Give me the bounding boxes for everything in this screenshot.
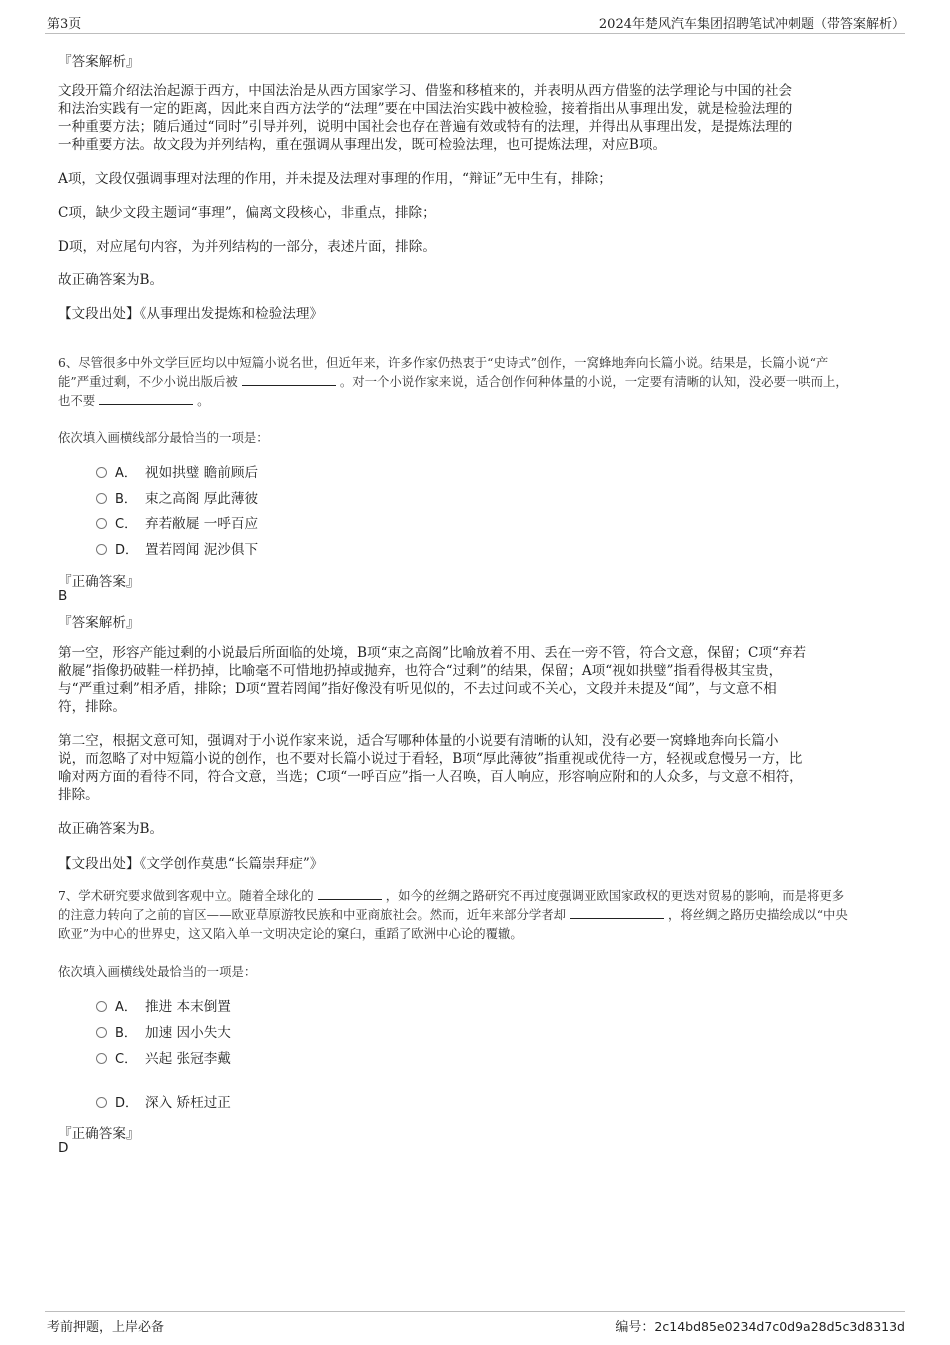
fill-blank (242, 373, 336, 386)
option-d[interactable]: D． 置若罔闻 泥沙俱下 (96, 540, 258, 560)
stem-line: 也不要 。 (58, 393, 210, 408)
radio-icon[interactable] (96, 1053, 107, 1064)
source-title: 《文学创作莫患“长篇崇拜症”》 (139, 856, 324, 872)
text-line: 第一空，形容产能过剩的小说最后所面临的处境，B项“束之高阁”比喻放着不用、丢在一旁不管，符合文意，保留；C项“弃若 (58, 645, 807, 661)
option-a[interactable]: A． 推进 本末倒置 (96, 997, 231, 1017)
option-d[interactable]: D． 深入 矫枉过正 (96, 1093, 231, 1113)
answer-value: B (58, 588, 68, 604)
text-line: 排除。 (58, 787, 99, 803)
question-prompt: 依次填入画横线处最恰当的一项是： (58, 964, 257, 979)
stem-line: 7、学术研究要求做到客观中立。随着全球化的 ，如今的丝绸之路研究不再过度强调亚欧国家政权的更迭对贸易的影响，而是将更多 (58, 888, 845, 903)
radio-icon[interactable] (96, 493, 107, 504)
stem-line: 欧亚”为中心的世界史，这又陷入单一文明决定论的窠臼，重蹈了欧洲中心论的覆辙。 (58, 926, 523, 941)
footer-code (615, 1316, 905, 1335)
option-c[interactable]: C． 兴起 张冠李戴 (96, 1049, 231, 1069)
stem-line: 6、尽管很多中外文学巨匠均以中短篇小说名世，但近年来，许多作家仍热衷于“史诗式”创作，一窝蜂地奔向长篇小说。结果是，长篇小说“产 (58, 355, 829, 370)
radio-icon[interactable] (96, 1097, 107, 1108)
header-rule (45, 33, 905, 34)
radio-icon[interactable] (96, 1027, 107, 1038)
radio-icon[interactable] (96, 544, 107, 555)
page-number: 第3页 (47, 17, 82, 32)
analysis-paragraph (58, 82, 898, 154)
option-a-analysis: A项，文段仅强调事理对法理的作用，并未提及法理对事理的作用，“辩证”无中生有，排除； (58, 171, 612, 187)
source-title: 《从事理出发提炼和检验法理》 (139, 306, 324, 322)
source-label: 【文段出处】 (58, 306, 140, 322)
analysis-paragraph (58, 644, 898, 716)
option-b[interactable]: B． 束之高阁 厚此薄彼 (96, 489, 258, 509)
text-line: 和法治实践有一定的距离，因此来自西方法学的“法理”要在中国法治实践中被检验，接着指出从事理出发，就是检验法理的 (58, 101, 793, 117)
source-line (58, 855, 323, 873)
text-line: 符，排除。 (58, 699, 126, 715)
footer-rule (45, 1311, 905, 1312)
question-stem (58, 886, 908, 943)
radio-icon[interactable] (96, 1001, 107, 1012)
analysis-label: 『答案解析』 (58, 615, 140, 631)
text-line: 一种重要方法。故文段为并列结构，重在强调从事理出发，既可检验法理，也可提炼法理，对应B项。 (58, 137, 667, 153)
code-value: 2c14bd85e0234d7c0d9a28d5c3d8313d (654, 1319, 905, 1334)
question-prompt: 依次填入画横线部分最恰当的一项是： (58, 430, 269, 445)
footer-slogan: 考前押题，上岸必备 (47, 1320, 165, 1335)
text-line: 喻对两方面的看待不同，符合文意，当选；C项“一呼百应”指一人召唤，百人响应，形容响应附和的人众多，与文意不相符， (58, 769, 803, 785)
answer-label: 『正确答案』 (58, 574, 140, 590)
document-title: 2024年楚风汽车集团招聘笔试冲刺题（带答案解析） (598, 17, 905, 32)
fill-blank (570, 906, 664, 919)
fill-blank (99, 392, 193, 405)
radio-icon[interactable] (96, 518, 107, 529)
stem-line: 能”严重过剩，不少小说出版后被 。对一个小说作家来说，适合创作何种体量的小说，一定要有清晰的认知，没必要一哄而上， (58, 374, 848, 389)
text-line: 一种重要方法；随后通过“同时”引导并列，说明中国社会也存在普遍有效或特有的法理，并得出从事理出发，是提炼法理的 (58, 119, 793, 135)
answer-conclusion: 故正确答案为B。 (58, 272, 164, 288)
option-c-analysis: C项，缺少文段主题词“事理”，偏离文段核心，非重点，排除； (58, 205, 436, 221)
text-line: 与“严重过剩”相矛盾，排除；D项“置若罔闻”指好像没有听见似的，不去过问或不关心，文段并未提及“闻”，与文意不相 (58, 681, 777, 697)
option-c[interactable]: C． 弃若敝屣 一呼百应 (96, 514, 258, 534)
radio-icon[interactable] (96, 467, 107, 478)
question-stem (58, 353, 908, 410)
text-line: 敝屣”指像扔破鞋一样扔掉，比喻毫不可惜地扔掉或抛弃，也符合“过剩”的结果，保留；A项“视如拱璧”指看得极其宝贵， (58, 663, 783, 679)
analysis-label: 『答案解析』 (58, 54, 140, 70)
option-d-analysis: D项，对应尾句内容，为并列结构的一部分，表述片面，排除。 (58, 239, 436, 255)
stem-line: 的注意力转向了之前的盲区——欧亚草原游牧民族和中亚商旅社会。然而，近年来部分学者却 ，将丝绸之路历史描绘成以“中央 (58, 907, 848, 922)
answer-label: 『正确答案』 (58, 1126, 140, 1142)
text-line: 文段开篇介绍法治起源于西方，中国法治是从西方国家学习、借鉴和移植来的，并表明从西方借鉴的法学理论与中国的社会 (58, 83, 793, 99)
answer-value: D (58, 1140, 69, 1156)
text-line: 第二空，根据文意可知，强调对于小说作家来说，适合写哪种体量的小说要有清晰的认知，没有必要一窝蜂地奔向长篇小 (58, 733, 779, 749)
code-label: 编号： (615, 1320, 655, 1335)
analysis-paragraph (58, 732, 898, 804)
option-b[interactable]: B． 加速 因小失大 (96, 1023, 231, 1043)
text-line: 说，而忽略了对中短篇小说的创作，也不要对长篇小说过于看轻，B项“厚此薄彼”指重视或优待一方，轻视或怠慢另一方，比 (58, 751, 803, 767)
answer-conclusion: 故正确答案为B。 (58, 821, 164, 837)
source-label: 【文段出处】 (58, 856, 140, 872)
source-line (58, 305, 323, 323)
fill-blank (318, 887, 382, 900)
option-a[interactable]: A． 视如拱璧 瞻前顾后 (96, 463, 258, 483)
